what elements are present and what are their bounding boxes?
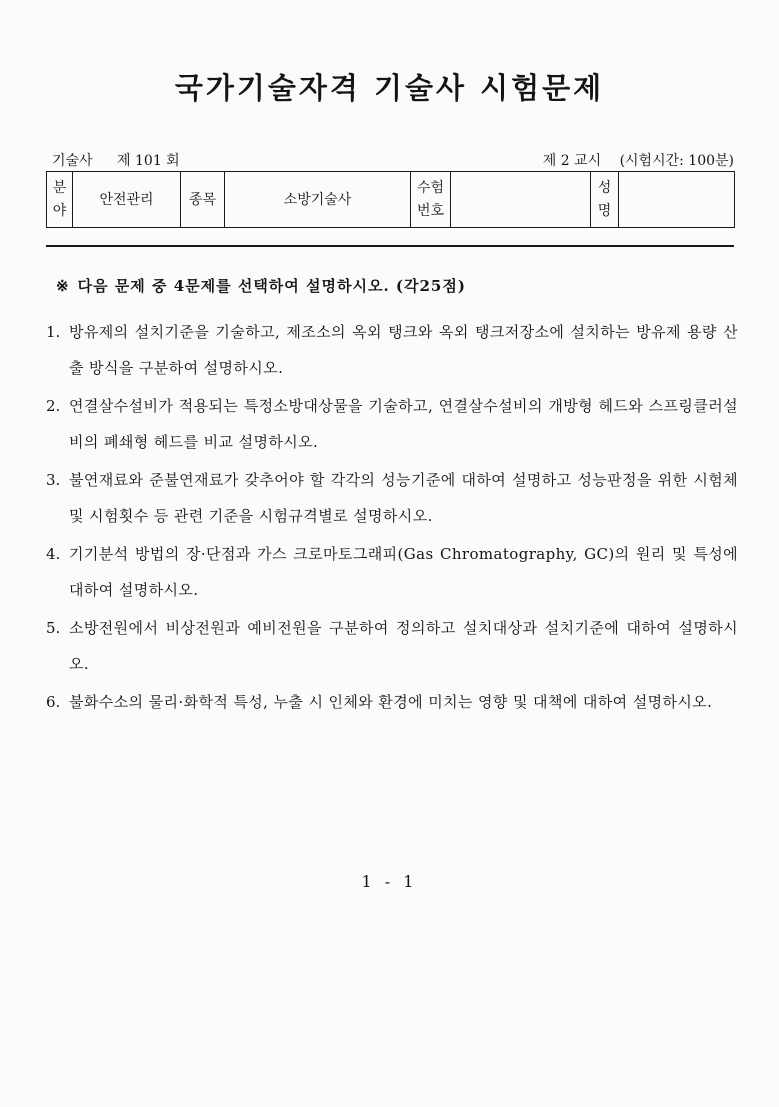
question-text: 연결살수설비가 적용되는 특정소방대상물을 기술하고, 연결살수설비의 개방형 헤드와 스프링클러설비의 폐쇄형 헤드를 비교 설명하시오. bbox=[69, 397, 738, 451]
page-title: 국가기술자격 기술사 시험문제 bbox=[174, 71, 605, 105]
field-label-cell bbox=[47, 172, 73, 228]
exam-meta-left bbox=[52, 150, 200, 170]
question-text: 불연재료와 준불연재료가 갖추어야 할 각각의 성능기준에 대하여 설명하고 성능판정을 위한 시험체 및 시험횟수 등 관련 기준을 시험규격별로 설명하시오. bbox=[69, 471, 738, 525]
reference-mark: ※ bbox=[56, 277, 70, 295]
exam-meta-right bbox=[529, 150, 734, 170]
header-divider bbox=[46, 245, 734, 247]
question-text: 불화수소의 물리·화학적 특성, 누출 시 인체와 환경에 미치는 영향 및 대책에 대하여 설명하시오. bbox=[69, 693, 713, 711]
question-text: 기기분석 방법의 장·단점과 가스 크로마토그래피(Gas Chromatography, GC)의 원리 및 특성에 대하여 설명하시오. bbox=[69, 545, 738, 599]
exam-session: 제 2 교시 bbox=[542, 153, 602, 169]
question-item bbox=[46, 462, 738, 534]
type-value: 소방기술사 bbox=[283, 191, 352, 208]
question-number: 4. bbox=[46, 545, 61, 563]
exam-no-label: 수험번호 bbox=[416, 179, 445, 219]
question-number: 6. bbox=[46, 693, 61, 711]
exam-info-table bbox=[46, 171, 735, 228]
field-value-cell bbox=[73, 172, 181, 228]
instruction-line bbox=[56, 275, 466, 296]
field-value: 안전관리 bbox=[99, 191, 154, 208]
exam-no-value-cell[interactable] bbox=[451, 172, 591, 228]
question-number: 2. bbox=[46, 397, 61, 415]
question-item bbox=[46, 314, 738, 386]
page-number: 1 - 1 bbox=[361, 872, 418, 891]
question-number: 3. bbox=[46, 471, 61, 489]
exam-category: 기술사 bbox=[52, 153, 93, 169]
question-text: 소방전원에서 비상전원과 예비전원을 구분하여 정의하고 설치대상과 설치기준에 대하여 설명하시오. bbox=[69, 619, 738, 673]
name-label: 성명 bbox=[597, 179, 612, 219]
name-value-cell[interactable] bbox=[619, 172, 735, 228]
exam-meta-row bbox=[52, 150, 734, 170]
question-item bbox=[46, 388, 738, 460]
instruction-text: 다음 문제 중 4문제를 선택하여 설명하시오. (각25점) bbox=[77, 277, 466, 295]
question-item bbox=[46, 536, 738, 608]
name-label-cell bbox=[591, 172, 619, 228]
question-number: 1. bbox=[46, 323, 61, 341]
question-item bbox=[46, 684, 738, 720]
type-label: 종목 bbox=[188, 191, 217, 208]
question-text: 방유제의 설치기준을 기술하고, 제조소의 옥외 탱크와 옥외 탱크저장소에 설치하는 방유제 용량 산출 방식을 구분하여 설명하시오. bbox=[69, 323, 738, 377]
exam-no-label-cell bbox=[411, 172, 451, 228]
type-value-cell bbox=[225, 172, 411, 228]
type-label-cell bbox=[181, 172, 225, 228]
exam-duration: (시험시간: 100분) bbox=[619, 153, 734, 169]
question-list bbox=[46, 314, 738, 720]
exam-round: 제 101 회 bbox=[117, 153, 180, 169]
field-label: 분야 bbox=[52, 179, 67, 219]
question-item bbox=[46, 610, 738, 682]
question-number: 5. bbox=[46, 619, 61, 637]
